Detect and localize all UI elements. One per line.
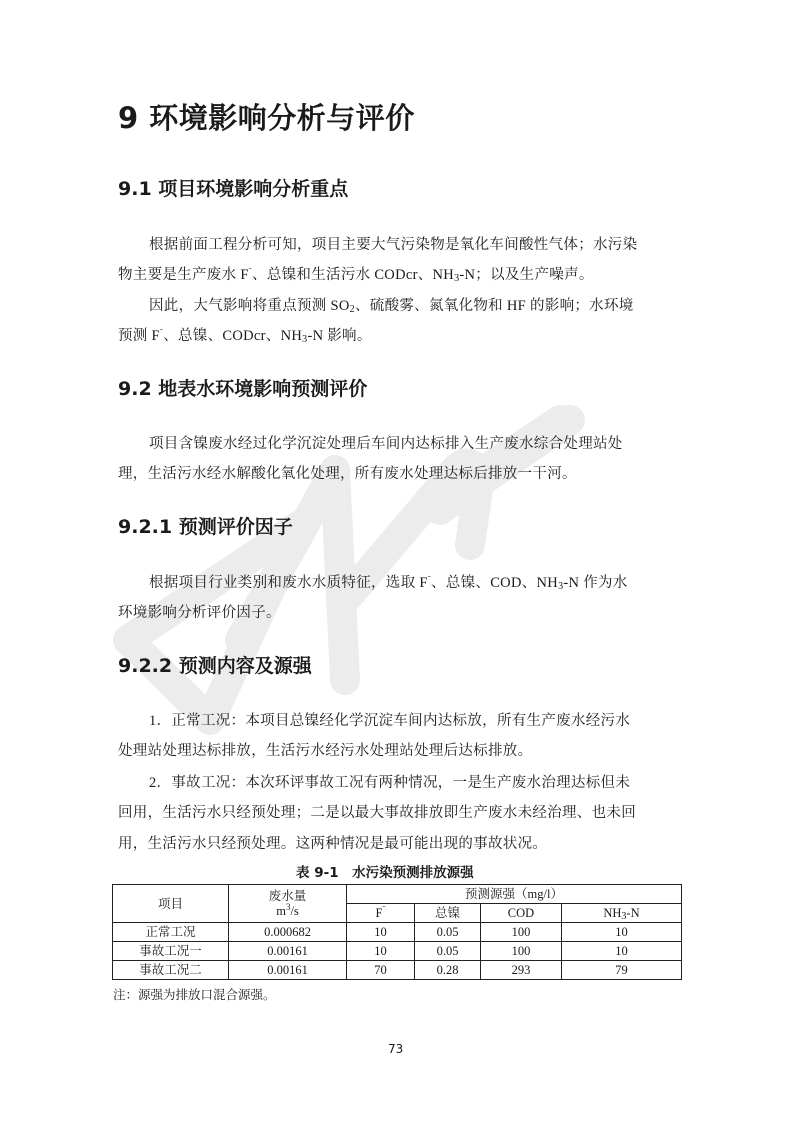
cell-item: 正常工况 — [113, 923, 229, 942]
paragraph-9-1-a-line2: 物主要是生产废水 $F^ˉ$、总镍和生活污水 CODcr、$NH_3-N$；以及生产噪声。 — [118, 266, 594, 284]
cell-f: 70 — [347, 961, 415, 980]
paragraph-9-1-b-line2: 预测 $F^ˉ$、总镍、CODcr、$NH_3-N$ 影响。 — [118, 327, 372, 345]
cell-cod: 100 — [481, 942, 562, 961]
cell-nh3n: 10 — [562, 942, 682, 961]
paragraph-9-1-a-line1: 根据前面工程分析可知，项目主要大气污染物是氧化车间酸性气体；水污染 — [149, 237, 638, 253]
cell-ni: 0.05 — [415, 942, 481, 961]
paragraph-normal-condition-line1: 1．正常工况：本项目总镍经化学沉淀车间内达标放，所有生产废水经污水 — [149, 713, 631, 729]
paragraph-accident-condition-line2: 回用，生活污水只经预处理；二是以最大事故排放即生产废水未经治理、也未回 — [118, 805, 636, 821]
paragraph-9-1-b-line1: 因此，大气影响将重点预测 $SO_2$、硫酸雾、氮氧化物和 HF 的影响；水环境 — [149, 298, 634, 315]
cell-f: 10 — [347, 923, 415, 942]
header-cod: COD — [481, 904, 562, 923]
section-heading-9-2-1: 9.2.1 预测评价因子 — [118, 516, 293, 538]
cell-nh3n: 10 — [562, 923, 682, 942]
cell-flow: 0.00161 — [229, 961, 347, 980]
header-predicted-source-strength: 预测源强（mg/l） — [347, 885, 682, 904]
cell-item: 事故工况一 — [113, 942, 229, 961]
section-heading-9-2: 9.2 地表水环境影响预测评价 — [118, 378, 368, 400]
water-pollution-source-table — [112, 884, 682, 980]
cell-ni: 0.05 — [415, 923, 481, 942]
chapter-title: 9 环境影响分析与评价 — [118, 101, 415, 135]
section-heading-9-1: 9.1 项目环境影响分析重点 — [118, 178, 349, 200]
cell-nh3n: 79 — [562, 961, 682, 980]
table-header-row — [113, 885, 682, 904]
page-number: 73 — [388, 1042, 404, 1056]
cell-cod: 100 — [481, 923, 562, 942]
cell-flow: 0.00161 — [229, 942, 347, 961]
table-caption: 表 9-1 水污染预测排放源强 — [296, 865, 474, 881]
header-item: 项目 — [113, 885, 229, 923]
table-row — [113, 961, 682, 980]
table-note: 注：源强为排放口混合源强。 — [113, 988, 276, 1002]
cell-item: 事故工况二 — [113, 961, 229, 980]
cell-cod: 293 — [481, 961, 562, 980]
header-nh3n: $NH_3-N$ — [562, 904, 682, 923]
header-flow: 废水量 $m^3/s$ — [229, 885, 347, 923]
paragraph-accident-condition-line1: 2．事故工况：本次环评事故工况有两种情况，一是生产废水治理达标但未 — [149, 775, 631, 791]
table-row — [113, 923, 682, 942]
paragraph-9-2-line2: 理，生活污水经水解酸化氧化处理，所有废水处理达标后排放一干河。 — [118, 466, 577, 482]
table-row — [113, 942, 682, 961]
cell-f: 10 — [347, 942, 415, 961]
paragraph-9-2-line1: 项目含镍废水经过化学沉淀处理后车间内达标排入生产废水综合处理站处 — [149, 436, 623, 452]
header-total-nickel: 总镍 — [415, 904, 481, 923]
paragraph-accident-condition-line3: 用，生活污水只经预处理。这两种情况是最可能出现的事故状况。 — [118, 836, 548, 852]
paragraph-normal-condition-line2: 处理站处理达标排放，生活污水经污水处理站处理后达标排放。 — [118, 743, 533, 759]
paragraph-9-2-1-line1: 根据项目行业类别和废水水质特征，选取 $F^ˉ$、总镍、COD、$NH_3-N$ 作为水 — [149, 574, 628, 592]
cell-flow: 0.000682 — [229, 923, 347, 942]
header-f: $F^ˉ$ — [347, 904, 415, 923]
section-heading-9-2-2: 9.2.2 预测内容及源强 — [118, 655, 312, 677]
cell-ni: 0.28 — [415, 961, 481, 980]
paragraph-9-2-1-line2: 环境影响分析评价因子。 — [118, 605, 281, 621]
